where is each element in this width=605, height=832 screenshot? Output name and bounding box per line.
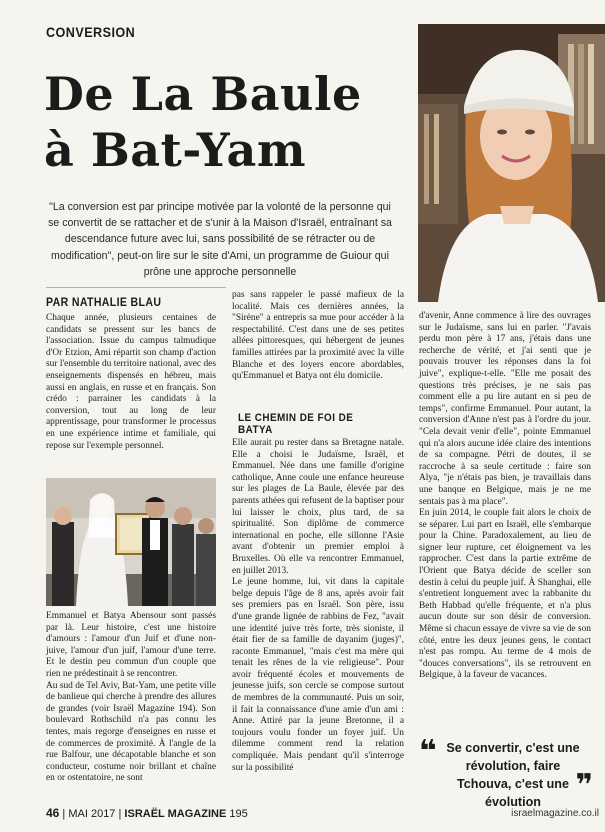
page-footer <box>46 806 248 820</box>
magazine-name: ISRAËL MAGAZINE <box>124 808 227 820</box>
website-url: israelmagazine.co.il <box>511 808 599 819</box>
open-quote-icon: ❝ <box>419 734 437 769</box>
issue-date: MAI 2017 <box>68 808 116 820</box>
lede-divider <box>46 287 226 288</box>
column-2-bottom <box>232 438 404 774</box>
paragraph: pas sans rappeler le passé mafieux de la localité. Mais ces dernières années, la "Sirène" a entrepris sa mue pour accéder à la respectabilité. C'est dans une de ses petites allées pittoresques, qui hébergent de jeunes familles attirées par la proximité avec la ville Blanche et des loyers encore abordables, qu'Emmanuel et Batya ont élu domicile. <box>232 290 404 382</box>
pull-quote-text: Se convertir, c'est une révolution, faire Tchouva, c'est une évolution <box>446 741 580 809</box>
headline <box>44 66 414 178</box>
headline-line-2: à Bat-Yam <box>44 123 307 177</box>
issue-number: 195 <box>229 808 248 820</box>
portrait-photo <box>418 24 605 302</box>
footer-separator: | <box>62 808 69 820</box>
column-1-top <box>46 313 216 452</box>
ceremony-photo <box>46 478 216 606</box>
page-number: 46 <box>46 806 60 820</box>
paragraph: d'avenir, Anne commence à lire des ouvrages sur le Judaïsme, sans lui en parler. "J'avais perdu mon père à 17 ans, j'étais dans une recherche de vérité, et j'ai senti que je pouvais trouver les réponses dans la foi juive", explique-t-elle. "Elle me posait des questions très précises, je ne sais pas comment elle a pu lire autant en si peu de temps", confirme Emmanuel. Pour autant, la conversion d'Anne n'est pas à l'ordre du jour. "Cela devait venir d'elle", pointe Emmanuel qui n'a alors aucune idée claire des intentions de sa compagne. Pétri de doutes, il se raccroche à sa seule certitude : faire son Alya, "je n'étais pas bien, je travaillais dans une banque en Belgique, mais je ne me sentais pas à ma place". En juin 2014, le couple fait alors le choix de se séparer. Lui part en Israël, elle s'embarque pour la Chine. Paradoxalement, au lieu de signer leur rupture, cet éloignement va les rapprocher. C'est dans la partie extrême de l'Orient que Batya décide de sceller son destin à celui du peuple juif. À Shanghai, elle s'entretient longuement avec la rabbanite du Beth Habbad qu'elle fréquente, et n'a plus aucun doute sur son désir de conversion. Même si chacun essaye de vivre sa vie de son côté, entre les deux jeunes gens, le contact n'est pas rompu. Au terme de 4 mois de "douces conversations", ils se retrouvent en Belgique, à la faveur de vacances. <box>419 311 591 681</box>
footer-separator: | <box>118 808 125 820</box>
section-label: CONVERSION <box>46 24 136 40</box>
byline: PAR NATHALIE BLAU <box>46 295 162 309</box>
pull-quote <box>419 734 597 809</box>
subheading: LE CHEMIN DE FOI DE BATYA <box>238 412 354 436</box>
column-3 <box>419 311 591 682</box>
headline-line-1: De La Baule <box>44 67 362 121</box>
paragraph: Elle aurait pu rester dans sa Bretagne natale. Elle a choisi le Judaïsme, Israël, et Emmanuel. Née dans une famille d'origine catholique, Anne coule une enfance heureuse sur les plages de La Baule, élevée par des parents athées qui refusent de la baptiser pour lui laisser le choix, plus tard, de sa spiritualité. Son diplôme de commerce international en poche, elle sillonne l'Asie avant d'obtenir un premier emploi à Bruxelles. Où elle va rencontrer Emmanuel, en juillet 2013. Le jeune homme, lui, vit dans la capitale belge depuis l'âge de 8 ans, après avoir fait ses premiers pas en Israël. Son père, issu d'une grande lignée de rabbins de Fez, "avait une identité juive très forte, très sioniste, il était fier de sa famille de dayanim (juges)", raconte Emmanuel, "mais c'est ma mère qui tenait les rênes de la vie religieuse". Pour avoir fréquenté écoles et mouvements de jeunesse juifs, son cercle se compose surtout de membres de la communauté. Puis un soir, il fait la connaissance d'une amie d'un ami : Anne. Attiré par la jeune Bretonne, il a toujours voulu fonder un foyer juif. Un dilemme comment rend la relation compliquée. Mais pendant qu'il s'interroge sur la possibilité <box>232 438 404 773</box>
column-2-top <box>232 290 404 383</box>
column-1-bottom <box>46 611 216 785</box>
paragraph: Emmanuel et Batya Abensour sont passés par là. Leur histoire, c'est une histoire d'amours : l'amour d'un Juif et d'une non-juive, l'amour d'un juif, l'amour d'une terre. Et le destin peu commun d'un couple que rien ne prédestinait à se rencontrer. Au sud de Tel Aviv, Bat-Yam, une petite ville de banlieue qui cherche à prendre des allures de grandes (voir Israël Magazine 194). Son boulevard Rothschild n'a pas connu les tentes, mais regorge d'enseignes en russe et de commerces de proximité. À l'angle de la rue Balfour, une décapotable blanche et son conducteur, costume noir brillant et chaîne en or ostentatoire, ne sont <box>46 611 216 784</box>
paragraph: Chaque année, plusieurs centaines de candidats se pressent sur les bancs de l'association. Issue du campus talmudique d'Or Etzion, Ami répartit son champ d'action sur l'ensemble du territoire national, avec des enseignements dispensés en hébreu, mais aussi en anglais, en russe et en français. Son crédo : parrainer les candidats à la conversion, tout au long de leur apprentissage, pour transformer le processus en une expérience intime et familiale, qui repose sur l'exemple personnel. <box>46 313 216 451</box>
close-quote-icon: ❞ <box>575 768 593 803</box>
lede-intro: "La conversion est par principe motivée par la volonté de la personne qui se convertit de se rattacher et de s'unir à la Maison d'Israël, entraînant sa descendance future avec lui, sans possibilité de se rétracter ou de modification", peut-on lire sur le site d'Ami, un programme de Guiour qui prône une approche personnelle <box>48 201 392 278</box>
